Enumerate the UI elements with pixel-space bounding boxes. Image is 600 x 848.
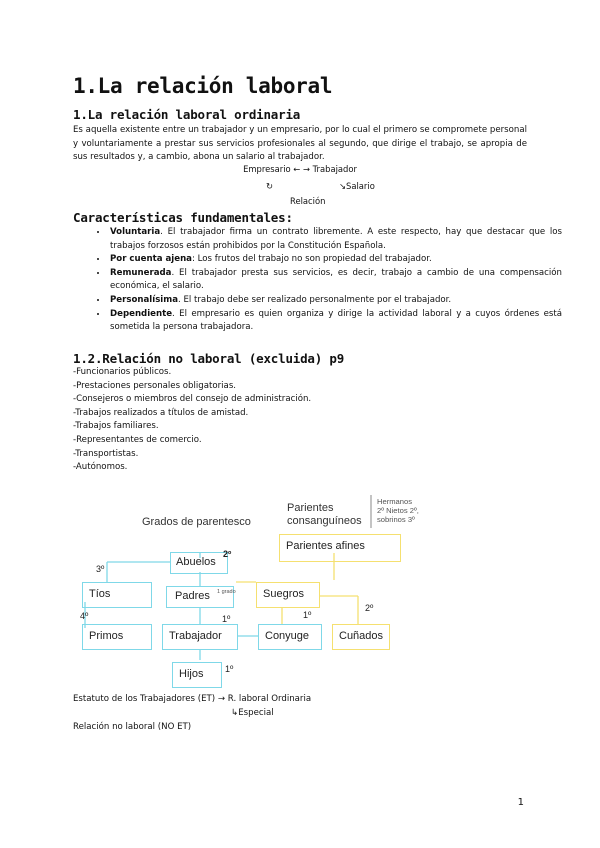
kinship-title: Grados de parentesco [142, 516, 251, 528]
cunados-box: Cuñados [332, 624, 390, 650]
section1-heading: 1.La relación laboral ordinaria [73, 107, 301, 122]
list-item: • Voluntaria. El trabajador firma un contrato libremente. A este respecto, hay que destacar que los trabajos forzosos están prohibidos por la Constitución Española. [108, 226, 562, 253]
relation-line-1: Empresario ← → Trabajador [243, 164, 357, 174]
tios-grado: 3º [96, 564, 105, 574]
list-item: -Consejeros o miembros del consejo de administración. [73, 394, 312, 405]
list-item: • Personalísima. El trabajo debe ser realizado personalmente por el trabajador. [108, 294, 562, 308]
list-item: -Autónomos. [73, 462, 128, 473]
suegros-box: Suegros [256, 582, 320, 608]
section1-paragraph: Es aquella existente entre un trabajador y un empresario, por lo cual el primero se compromete personal y voluntariamente a prestar sus servicios profesionales al segundo, que dirige el trabajo, se apropia de sus resultados y, a cambio, abona un salario al trabajador. [73, 125, 527, 163]
siblings-note: Hermanos 2º Nietos 2º, sobrinos 3º [377, 497, 419, 524]
list-item: • Remunerada. El trabajador presta sus servicios, es decir, trabajo a cambio de una compensación económica, el salario. [108, 267, 562, 294]
no-et-line: Relación no laboral (NO ET) [73, 722, 192, 732]
primos-grado: 4º [80, 611, 89, 621]
et-line: Estatuto de los Trabajadores (ET) → R. laboral Ordinaria [73, 694, 312, 704]
padres-box: Padres [166, 586, 234, 608]
hijos-grado: 1º [225, 664, 234, 674]
conyuge-grado: 1º [303, 610, 312, 620]
et-especial: ↳Especial [231, 708, 274, 718]
relation-cycle-icon: ↻ [266, 181, 274, 191]
list-item: -Representantes de comercio. [73, 434, 202, 445]
list-item: -Trabajos familiares. [73, 421, 159, 432]
trabajador-box: Trabajador [162, 624, 238, 650]
section2-heading: 1.2.Relación no laboral (excluida) p9 [73, 351, 345, 366]
list-item: -Prestaciones personales obligatorias. [73, 380, 237, 391]
abuelos-box: Abuelos [170, 552, 228, 574]
cunados-grado: 2º [365, 603, 374, 613]
page-title: 1.La relación laboral [73, 74, 333, 98]
features-heading: Características fundamentales: [73, 210, 293, 225]
relation-salary: ↘Salario [339, 181, 375, 191]
tios-box: Tíos [82, 582, 152, 608]
relation-label: Relación [290, 196, 326, 206]
conyuge-box: Conyuge [258, 624, 322, 650]
page-number: 1 [517, 797, 524, 808]
primos-box: Primos [82, 624, 152, 650]
padres-grado: 1 grado [217, 589, 236, 595]
hijos-box: Hijos [172, 662, 222, 688]
list-item: • Dependiente. El empresario es quien organiza y dirige la actividad laboral y a cuyos órdenes está sometida la persona trabajadora. [108, 308, 562, 335]
list-item: -Trabajos realizados a títulos de amistad. [73, 407, 249, 418]
trabajador-grado: 1º [222, 614, 231, 624]
afines-box: Parientes afines [279, 534, 401, 562]
list-item: -Funcionarios públicos. [73, 367, 172, 377]
abuelos-grado: 2º [223, 549, 232, 559]
consanguineos-label: Parientes consanguíneos [287, 502, 362, 527]
list-item: -Transportistas. [73, 448, 139, 459]
list-item: • Por cuenta ajena: Los frutos del trabajo no son propiedad del trabajador. [108, 253, 562, 267]
